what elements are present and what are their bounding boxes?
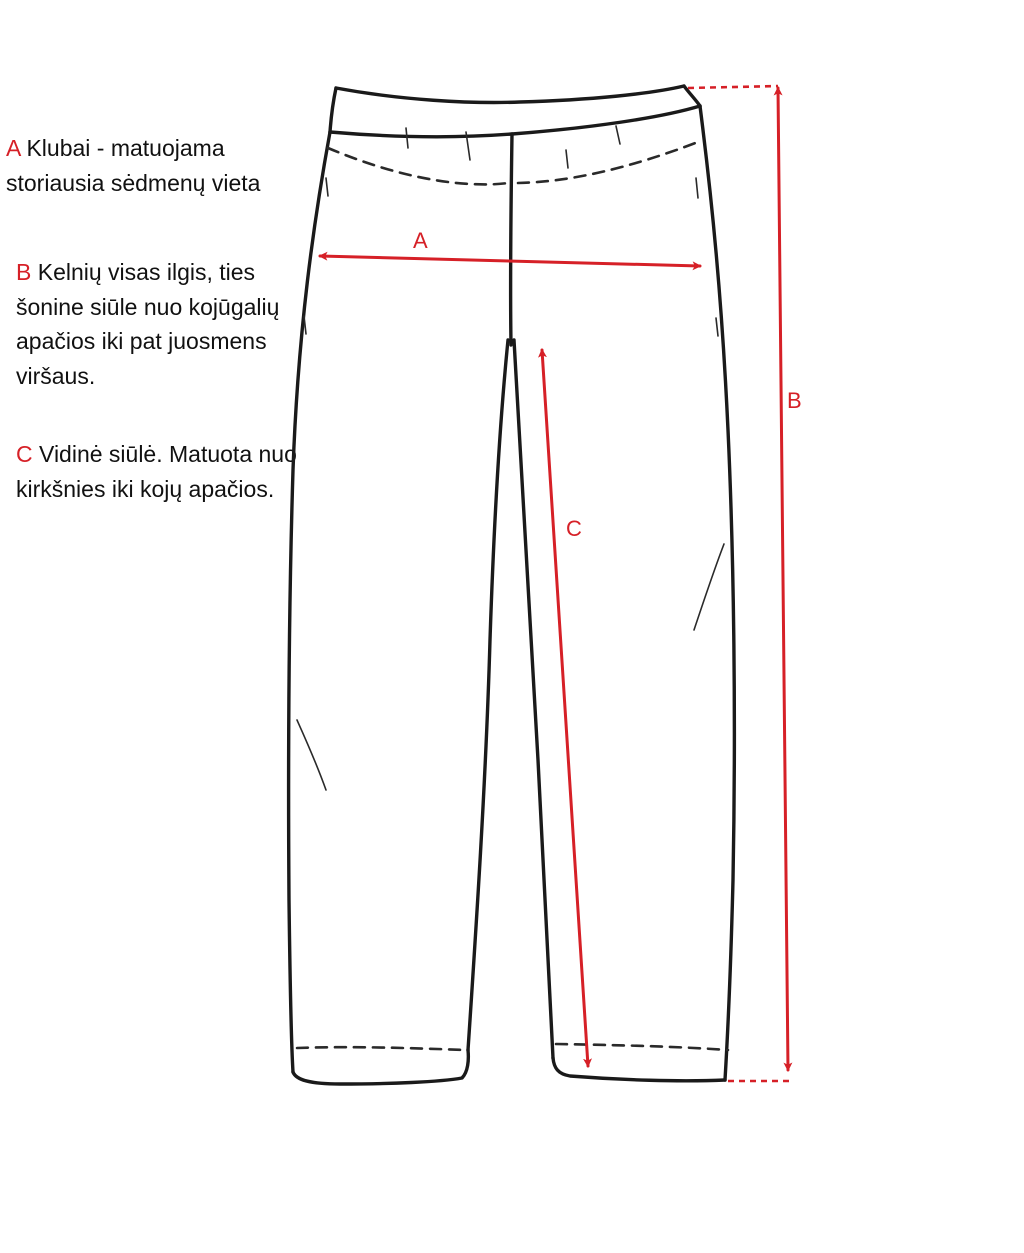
center-front-seam [511,134,512,345]
measure-arrow-b [778,88,788,1070]
legend-text-b: Kelnių visas ilgis, ties šonine siūle nuo kojūgalių apačios iki pat juosmens viršaus. [16,259,280,389]
right-outer-seam [700,106,734,1080]
gather-stroke-4 [616,126,620,144]
gather-stroke-3 [566,150,568,168]
measure-label-c: C [566,516,582,541]
waistband-left-side [330,88,336,132]
pocket-tick-right-lower [716,318,718,336]
left-hem [293,1050,468,1084]
right-hem-stitching [556,1044,728,1050]
gather-stroke-1 [406,128,408,148]
legend-key-a: A [6,135,21,161]
right-hem [553,1058,725,1081]
waistband-top [336,86,684,102]
measurements [320,86,802,1081]
legend-text-a: Klubai - matuojama storiausia sėdmenų vieta [6,135,261,196]
left-hem-stitching [297,1047,466,1050]
legend-key-b: B [16,259,32,285]
legend-key-c: C [16,441,33,467]
left-outer-seam [289,132,330,1072]
waist-stitching-left [328,148,508,184]
pocket-tick-left-lower [304,316,306,334]
left-inner-seam [468,340,508,1050]
pocket-tick-left-upper [326,178,328,196]
measure-extension-top [688,86,778,88]
legend-text-c: Vidinė siūlė. Matuota nuo kirkšnies iki kojų apačios. [16,441,297,502]
fold-line-left-knee [297,720,326,790]
fold-line-right-knee [694,544,724,630]
waistband-bottom [330,106,700,137]
trousers-sketch [289,86,735,1084]
waist-stitching-right [518,142,698,183]
measure-label-a: A [413,228,428,253]
measure-label-b: B [787,388,802,413]
pocket-tick-right-upper [696,178,698,198]
